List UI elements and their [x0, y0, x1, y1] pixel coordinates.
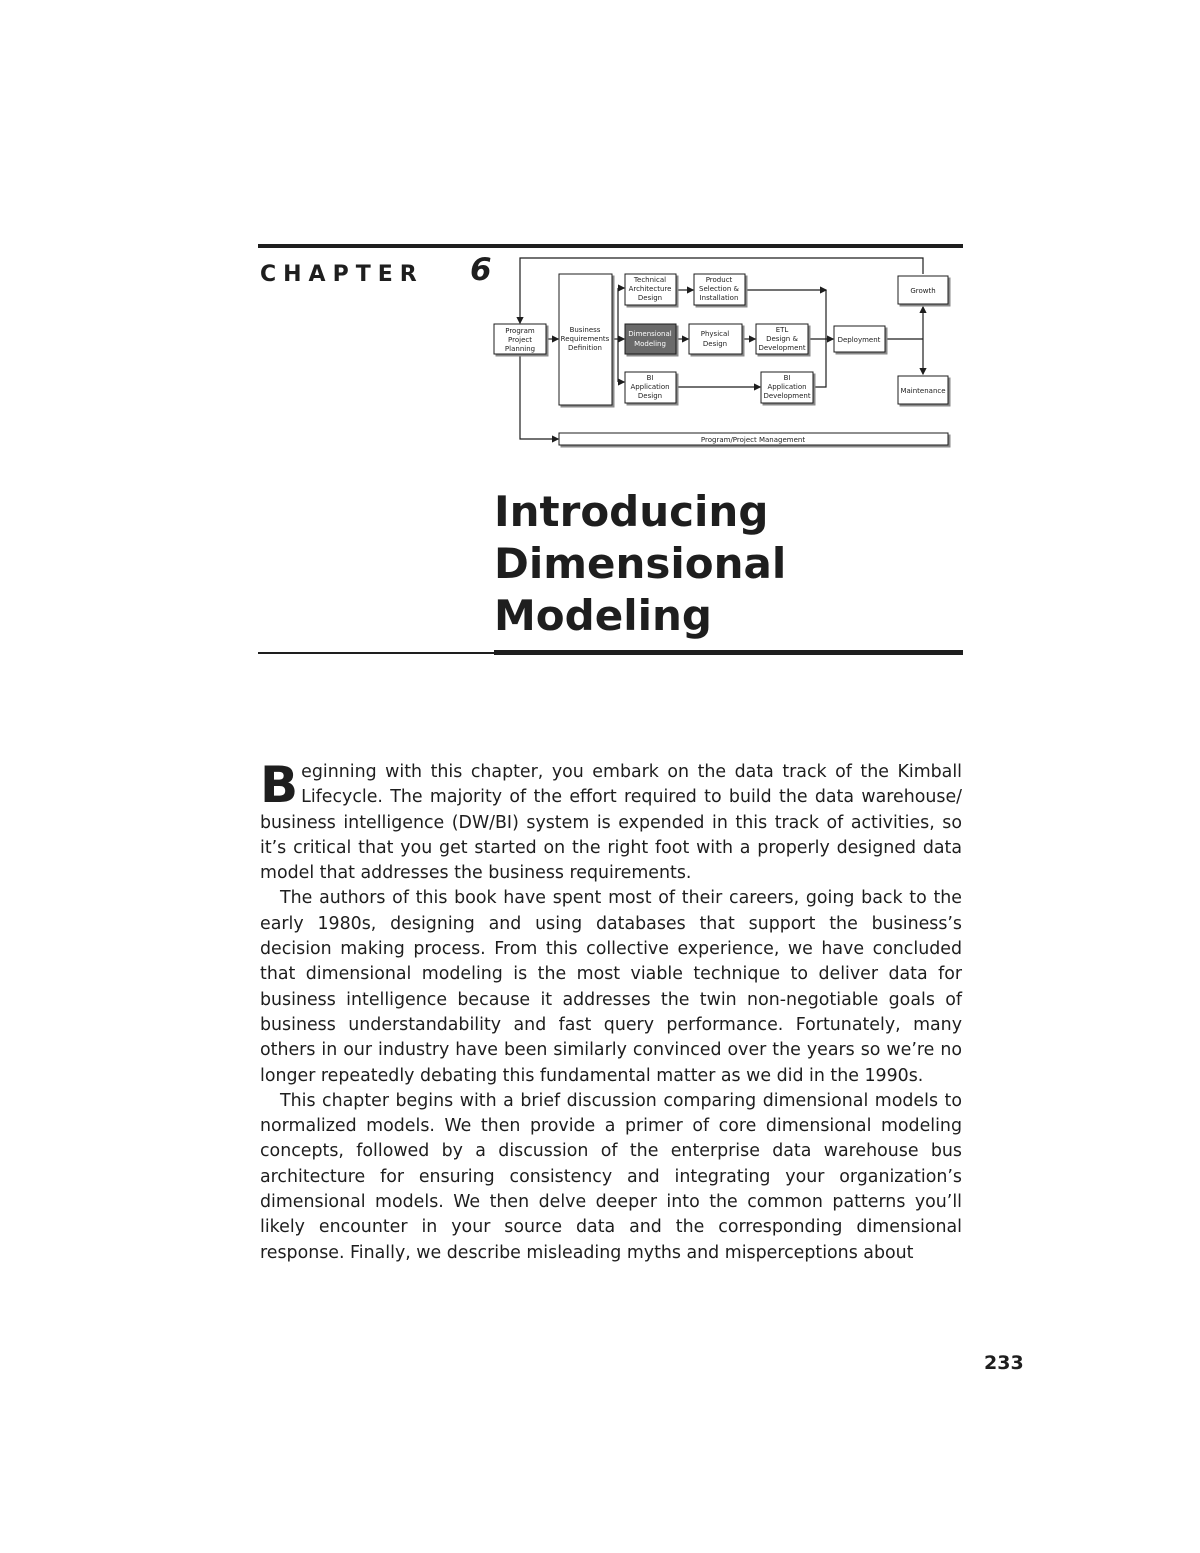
bidev-label-3: Development — [763, 392, 811, 400]
program-management-label: Program/Project Management — [700, 436, 806, 444]
bidev-label-1: BI — [783, 374, 791, 382]
etl-label-2: Design & — [766, 335, 798, 343]
page-number: 233 — [984, 1352, 1024, 1374]
paragraph-2: The authors of this book have spent most of their careers, going back to the early 1980s, designing and using databases that support the business’s decision making process. From this collective experience, we have concluded that dimensional modeling is the most viable technique to deliver data for business intelligence because it addresses the twin non-negotiable goals of business understandability and fast query performance. Fortunately, many others in our industry have been similarly convinced over the years so we’re no longer repeatedly debating this fundamental matter as we did in the 1990s. — [260, 888, 962, 1086]
product-label-3: Installation — [699, 294, 739, 302]
techarch-label-3: Design — [637, 294, 663, 302]
techarch-label-1: Technical — [633, 276, 667, 284]
box-dimensional-modeling — [625, 324, 676, 354]
techarch-label-2: Architecture — [628, 285, 672, 293]
bidesign-label-2: Application — [630, 383, 670, 391]
body-text — [260, 756, 962, 1266]
bizreq-label-2: Requirements — [560, 335, 610, 343]
dimmodel-label-1: Dimensional — [628, 330, 672, 338]
bizreq-label-1: Business — [569, 326, 601, 334]
product-label-2: Selection & — [699, 285, 739, 293]
paragraph-3: This chapter begins with a brief discussion comparing dimensional models to normalized models. We then provide a primer of core dimensional modeling concepts, followed by a discussion of the enterprise data warehouse bus architecture for ensuring consistency and integrating your organization’s dimensional models. We then delve deeper into the common patterns you’ll likely encounter in your source data and the corresponding dimensional response. Finally, we describe misleading myths and misperceptions about — [260, 1090, 962, 1263]
product-label-1: Product — [705, 276, 733, 284]
bizreq-label-3: Definition — [568, 344, 602, 352]
title-bottom-thick-rule — [494, 650, 963, 655]
planning-label-3: Planning — [504, 345, 536, 353]
planning-label-1: Program — [505, 327, 535, 335]
deployment-label: Deployment — [837, 336, 881, 344]
chapter-top-rule — [258, 244, 963, 248]
maintenance-label: Maintenance — [900, 387, 946, 395]
growth-label: Growth — [910, 287, 936, 295]
title-line-1: Introducing — [494, 487, 769, 536]
chapter-label: CHAPTER — [260, 262, 424, 287]
etl-label-1: ETL — [775, 326, 789, 334]
bidesign-label-3: Design — [637, 392, 663, 400]
chapter-title — [494, 486, 786, 642]
drop-cap: B — [260, 756, 299, 814]
physical-label-2: Design — [702, 340, 728, 348]
paragraph-1-text: eginning with this chapter, you embark on the data track of the Kimball Lifecycle. The majority of the effort required to build the data warehouse/ business intelligence (DW/BI) system is expended in this track of activities, so it’s critical that you get started on the right foot with a properly designed data model that addresses the business requirements. — [260, 762, 962, 884]
dimmodel-label-2: Modeling — [634, 340, 666, 348]
kimball-lifecycle-diagram — [490, 250, 960, 455]
physical-label-1: Physical — [700, 330, 730, 338]
box-physical-design — [689, 324, 742, 354]
bidev-label-2: Application — [767, 383, 807, 391]
bidesign-label-1: BI — [646, 374, 654, 382]
title-line-3: Modeling — [494, 591, 712, 640]
planning-label-2: Project — [508, 336, 532, 344]
paragraph-1 — [260, 756, 962, 886]
title-line-2: Dimensional — [494, 539, 787, 588]
etl-label-3: Development — [758, 344, 806, 352]
chapter-number: 6 — [470, 252, 492, 288]
